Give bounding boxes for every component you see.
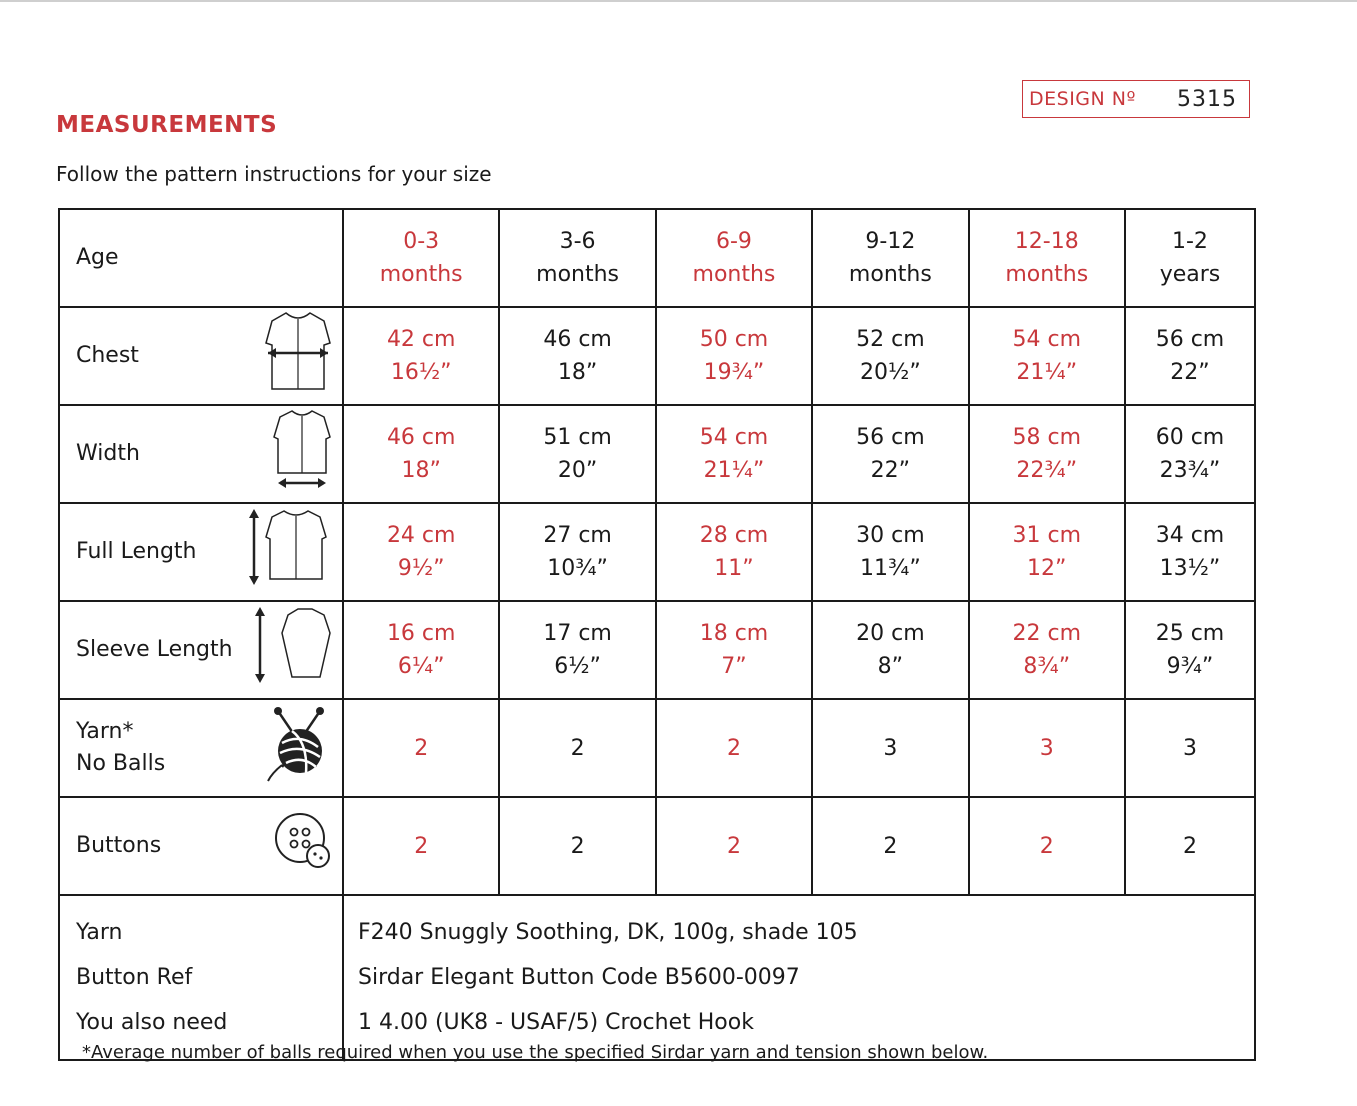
age-label: Age (76, 245, 119, 270)
info-values (343, 895, 1255, 1060)
chest-value: 52 cm 20½” (812, 307, 968, 405)
row-label-sleeve-length (59, 601, 343, 699)
row-label-yarn-balls (59, 699, 343, 797)
also-need-label: You also need (76, 1010, 228, 1035)
button-ref-label: Button Ref (76, 965, 193, 990)
chest-value: 42 cm 16½” (343, 307, 499, 405)
sleeve-length-value: 16 cm 6¼” (343, 601, 499, 699)
buttons-value: 2 (343, 797, 499, 895)
full-length-label: Full Length (76, 539, 197, 564)
buttons-value: 2 (812, 797, 968, 895)
table-row-sleeve-length (59, 601, 1255, 699)
width-measure-icon (270, 407, 334, 501)
table-row-yarn-balls (59, 699, 1255, 797)
full-length-value: 30 cm 11¾” (812, 503, 968, 601)
sleeve-length-value: 17 cm 6½” (499, 601, 655, 699)
full-length-value: 28 cm 11” (656, 503, 812, 601)
full-length-value: 27 cm 10¾” (499, 503, 655, 601)
table-row-age (59, 209, 1255, 307)
size-header: 12-18 months (969, 209, 1125, 307)
sleeve-length-value: 25 cm 9¾” (1125, 601, 1255, 699)
page-subtitle: Follow the pattern instructions for your size (56, 162, 492, 186)
chest-measure-icon (262, 309, 334, 403)
yarn-balls-value: 3 (969, 699, 1125, 797)
size-header: 6-9 months (656, 209, 812, 307)
design-number-box (1022, 80, 1250, 118)
chest-value: 54 cm 21¼” (969, 307, 1125, 405)
yarn-ball-icon (264, 703, 334, 793)
chest-label: Chest (76, 343, 139, 368)
design-label: DESIGN Nº (1029, 88, 1136, 110)
width-value: 60 cm 23¾” (1125, 405, 1255, 503)
page-title: MEASUREMENTS (56, 112, 278, 138)
chest-value: 56 cm 22” (1125, 307, 1255, 405)
info-labels (59, 895, 343, 1060)
sleeve-length-value: 20 cm 8” (812, 601, 968, 699)
also-need-value: 1 4.00 (UK8 - USAF/5) Crochet Hook (358, 1010, 754, 1035)
design-number: 5315 (1177, 86, 1237, 112)
sleeve-length-label: Sleeve Length (76, 637, 233, 662)
size-header: 3-6 months (499, 209, 655, 307)
top-rule (0, 0, 1357, 2)
row-label-full-length (59, 503, 343, 601)
full-length-value: 31 cm 12” (969, 503, 1125, 601)
buttons-label: Buttons (76, 833, 162, 858)
footnote: *Average number of balls required when you use the specified Sirdar yarn and tension shown below. (82, 1042, 989, 1063)
yarn-info-label: Yarn (76, 920, 123, 945)
sleeve-measure-icon (250, 603, 334, 697)
buttons-value: 2 (499, 797, 655, 895)
row-label-age (59, 209, 343, 307)
length-measure-icon (246, 505, 334, 599)
row-label-width (59, 405, 343, 503)
yarn-info-value: F240 Snuggly Soothing, DK, 100g, shade 105 (358, 920, 858, 945)
buttons-value: 2 (656, 797, 812, 895)
full-length-value: 34 cm 13½” (1125, 503, 1255, 601)
chest-value: 46 cm 18” (499, 307, 655, 405)
yarn-balls-value: 3 (1125, 699, 1255, 797)
width-value: 56 cm 22” (812, 405, 968, 503)
button-icon (272, 810, 334, 882)
yarn-balls-value: 2 (656, 699, 812, 797)
buttons-value: 2 (1125, 797, 1255, 895)
full-length-value: 24 cm 9½” (343, 503, 499, 601)
table-row-width (59, 405, 1255, 503)
sleeve-length-value: 18 cm 7” (656, 601, 812, 699)
button-ref-value: Sirdar Elegant Button Code B5600-0097 (358, 965, 800, 990)
table-row-full-length (59, 503, 1255, 601)
row-label-buttons (59, 797, 343, 895)
table-row-chest (59, 307, 1255, 405)
measurements-table (58, 208, 1256, 1061)
yarn-balls-value: 3 (812, 699, 968, 797)
sleeve-length-value: 22 cm 8¾” (969, 601, 1125, 699)
size-header: 9-12 months (812, 209, 968, 307)
width-label: Width (76, 441, 140, 466)
width-value: 58 cm 22¾” (969, 405, 1125, 503)
yarn-balls-value: 2 (343, 699, 499, 797)
yarn-balls-value: 2 (499, 699, 655, 797)
yarn-balls-label: Yarn* No Balls (76, 719, 166, 776)
table-row-buttons (59, 797, 1255, 895)
width-value: 54 cm 21¼” (656, 405, 812, 503)
table-row-info (59, 895, 1255, 1060)
chest-value: 50 cm 19¾” (656, 307, 812, 405)
buttons-value: 2 (969, 797, 1125, 895)
width-value: 46 cm 18” (343, 405, 499, 503)
row-label-chest (59, 307, 343, 405)
size-header: 0-3 months (343, 209, 499, 307)
width-value: 51 cm 20” (499, 405, 655, 503)
size-header: 1-2 years (1125, 209, 1255, 307)
